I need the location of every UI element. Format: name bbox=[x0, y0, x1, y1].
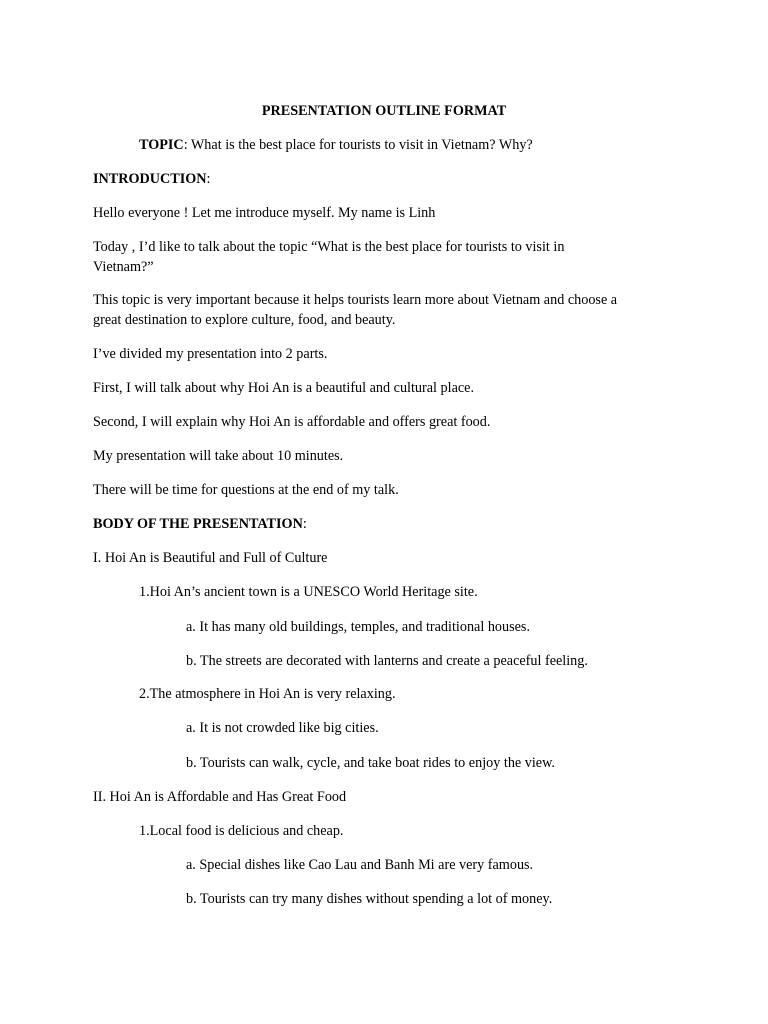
section-1-title: I. Hoi An is Beautiful and Full of Culture bbox=[93, 550, 328, 566]
introduction-colon: : bbox=[206, 171, 211, 187]
intro-duration: My presentation will take about 10 minutes. bbox=[93, 448, 344, 464]
topic-label: TOPIC bbox=[139, 137, 184, 153]
section-1-point-1-b: b. The streets are decorated with lanterns and create a peaceful feeling. bbox=[186, 653, 588, 669]
section-2-point-1: 1.Local food is delicious and cheap. bbox=[139, 823, 344, 839]
introduction-heading: INTRODUCTION bbox=[93, 171, 207, 187]
section-2-point-1-b: b. Tourists can try many dishes without spending a lot of money. bbox=[186, 891, 553, 907]
section-1-point-2-b: b. Tourists can walk, cycle, and take boat rides to enjoy the view. bbox=[186, 755, 555, 771]
intro-questions: There will be time for questions at the end of my talk. bbox=[93, 482, 399, 498]
intro-second-part: Second, I will explain why Hoi An is affordable and offers great food. bbox=[93, 414, 491, 430]
body-heading: BODY OF THE PRESENTATION bbox=[93, 516, 303, 532]
intro-importance-line-1: This topic is very important because it helps tourists learn more about Vietnam and choose a bbox=[93, 292, 618, 308]
topic-line bbox=[139, 135, 533, 155]
section-2-point-1-a: a. Special dishes like Cao Lau and Banh Mi are very famous. bbox=[186, 857, 534, 873]
section-1-point-1-a: a. It has many old buildings, temples, and traditional houses. bbox=[186, 619, 530, 635]
introduction-heading-line bbox=[93, 169, 210, 189]
intro-topic-line-2: Vietnam?” bbox=[93, 259, 154, 275]
section-1-point-2: 2.The atmosphere in Hoi An is very relaxing. bbox=[139, 686, 396, 702]
intro-divided: I’ve divided my presentation into 2 parts. bbox=[93, 346, 328, 362]
section-1-point-1: 1.Hoi An’s ancient town is a UNESCO World Heritage site. bbox=[139, 584, 478, 600]
intro-greeting: Hello everyone ! Let me introduce myself. My name is Linh bbox=[93, 205, 436, 221]
section-1-point-2-a: a. It is not crowded like big cities. bbox=[186, 720, 379, 736]
topic-text: : What is the best place for tourists to visit in Vietnam? Why? bbox=[183, 137, 533, 153]
document-title: PRESENTATION OUTLINE FORMAT bbox=[261, 103, 507, 119]
body-colon: : bbox=[302, 516, 307, 532]
body-heading-line bbox=[93, 514, 307, 534]
intro-topic-line-1: Today , I’d like to talk about the topic “What is the best place for tourists to visit in bbox=[93, 239, 565, 255]
section-2-title: II. Hoi An is Affordable and Has Great Food bbox=[93, 789, 347, 805]
intro-importance-line-2: great destination to explore culture, food, and beauty. bbox=[93, 312, 396, 328]
intro-first-part: First, I will talk about why Hoi An is a beautiful and cultural place. bbox=[93, 380, 475, 396]
